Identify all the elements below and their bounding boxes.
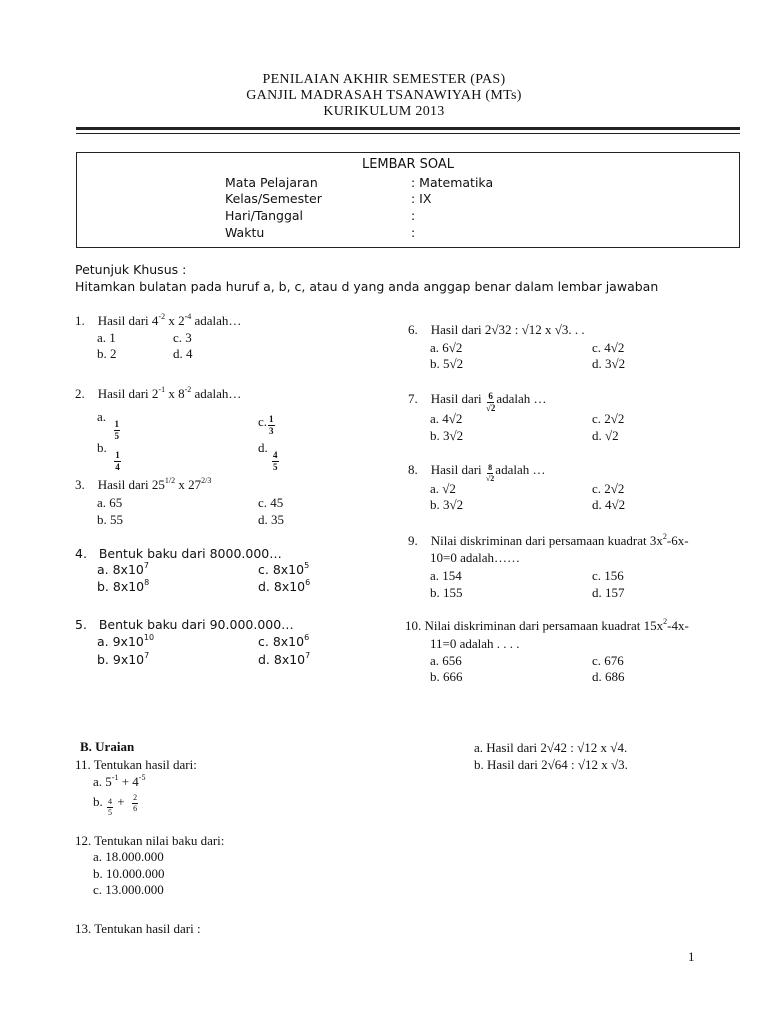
q-text: adalah … bbox=[496, 391, 547, 406]
option-a: a. 154 bbox=[430, 568, 462, 583]
exponent: -1 bbox=[111, 773, 119, 782]
q-text: adalah … bbox=[495, 462, 546, 477]
option-text: d. 8x10 bbox=[258, 652, 306, 667]
fraction bbox=[486, 464, 494, 483]
option-a bbox=[97, 634, 154, 649]
numerator: 1 bbox=[114, 419, 120, 429]
question-12: 12. Tentukan nilai baku dari: bbox=[75, 833, 225, 848]
option-text: c. 8x10 bbox=[258, 562, 305, 577]
question-number: 6. bbox=[408, 322, 418, 337]
option-d bbox=[258, 652, 310, 667]
q-text: x 27 bbox=[175, 477, 202, 492]
fraction bbox=[114, 451, 121, 472]
option-c bbox=[258, 562, 309, 577]
question-number: 2. bbox=[75, 386, 85, 401]
option-c bbox=[258, 414, 276, 436]
numerator: 1 bbox=[269, 414, 274, 424]
question-number: 10. bbox=[405, 618, 422, 633]
option-letter: d. bbox=[258, 440, 268, 455]
option-letter: b. bbox=[97, 440, 107, 455]
info-label: Kelas/Semester bbox=[225, 191, 322, 206]
option-letter: c. bbox=[258, 414, 268, 429]
exponent: 1/2 bbox=[164, 476, 176, 485]
question-9 bbox=[408, 533, 689, 549]
denominator: 4 bbox=[115, 462, 120, 472]
question-5 bbox=[75, 617, 294, 632]
denominator: 5 bbox=[114, 431, 120, 441]
q12-option-a: a. 18.000.000 bbox=[93, 849, 164, 864]
option-a: a. 6√2 bbox=[430, 340, 463, 355]
info-value: : IX bbox=[411, 191, 432, 206]
q11-option-b bbox=[93, 794, 139, 817]
option-text: d. 8x10 bbox=[258, 579, 306, 594]
exponent: -2 bbox=[184, 385, 192, 394]
exponent: 5 bbox=[304, 561, 310, 570]
q12-option-b: b. 10.000.000 bbox=[93, 866, 165, 881]
option-a: a. 1 bbox=[97, 330, 116, 345]
plus-sign: + bbox=[117, 794, 125, 809]
info-box bbox=[76, 152, 740, 248]
numerator: 4 bbox=[108, 797, 112, 806]
question-7 bbox=[408, 391, 547, 413]
option-b: b. 55 bbox=[97, 512, 123, 527]
q-text: adalah… bbox=[191, 313, 242, 328]
q11-option-a bbox=[93, 774, 145, 790]
option-d: d. √2 bbox=[592, 428, 619, 443]
option-text: b. 9x10 bbox=[97, 652, 145, 667]
option-c: c. 3 bbox=[173, 330, 192, 345]
q-text: + 4 bbox=[118, 774, 139, 789]
fraction bbox=[268, 415, 275, 436]
option-text: c. 8x10 bbox=[258, 634, 305, 649]
header-rule-thin bbox=[76, 133, 740, 134]
info-value: : Matematika bbox=[411, 175, 494, 190]
q-text: Hasil dari 2 bbox=[97, 386, 159, 401]
question-1 bbox=[75, 313, 241, 329]
option-a bbox=[97, 409, 121, 441]
header-line-3: KURIKULUM 2013 bbox=[323, 104, 445, 119]
question-number: 4. bbox=[75, 546, 87, 561]
q-text: x 8 bbox=[165, 386, 185, 401]
q-text: Hasil dari 4 bbox=[97, 313, 159, 328]
option-b bbox=[97, 579, 149, 594]
option-c bbox=[258, 634, 309, 649]
question-2 bbox=[75, 386, 241, 402]
exponent: 7 bbox=[144, 651, 150, 660]
instructions-heading: Petunjuk Khusus : bbox=[75, 262, 187, 277]
exponent: 7 bbox=[143, 561, 149, 570]
fraction bbox=[114, 420, 121, 441]
option-d: d. 157 bbox=[592, 585, 625, 600]
q-text: Hasil dari bbox=[430, 391, 482, 406]
option-d: d. 35 bbox=[258, 512, 284, 527]
option-letter: a. bbox=[97, 409, 107, 424]
q-text: Hasil dari 25 bbox=[97, 477, 165, 492]
exponent: -1 bbox=[158, 385, 166, 394]
exponent: -5 bbox=[138, 773, 146, 782]
q-text: a. 5 bbox=[93, 774, 112, 789]
info-value: : bbox=[411, 208, 416, 223]
q-text: Hasil dari 2√32 : √12 x √3. . . bbox=[430, 322, 585, 337]
q-text: x 2 bbox=[165, 313, 185, 328]
option-a bbox=[97, 562, 149, 577]
q13-option-b: b. Hasil dari 2√64 : √12 x √3. bbox=[474, 757, 628, 772]
question-number: 3. bbox=[75, 477, 85, 492]
exponent: 6 bbox=[304, 633, 310, 642]
exponent: 2 bbox=[662, 532, 667, 541]
header-line-2: GANJIL MADRASAH TSANAWIYAH (MTs) bbox=[246, 88, 522, 103]
fraction bbox=[107, 798, 113, 817]
option-text: a. 8x10 bbox=[97, 562, 144, 577]
option-a: a. 65 bbox=[97, 495, 123, 510]
section-b-heading: B. Uraian bbox=[80, 739, 135, 754]
exponent: 10 bbox=[143, 633, 155, 642]
option-c: c. 4√2 bbox=[592, 340, 625, 355]
option-b: b. 155 bbox=[430, 585, 463, 600]
question-13: 13. Tentukan hasil dari : bbox=[75, 921, 201, 936]
q-text: Nilai diskriminan dari persamaan kuadrat 3x bbox=[430, 533, 663, 548]
option-b: b. 666 bbox=[430, 669, 463, 684]
option-c: c. 2√2 bbox=[592, 481, 625, 496]
info-label: Waktu bbox=[225, 225, 265, 240]
fraction bbox=[486, 392, 495, 413]
numerator: 6 bbox=[488, 391, 493, 401]
denominator: 6 bbox=[133, 804, 138, 813]
question-number: 7. bbox=[408, 391, 418, 406]
option-d: d. 4 bbox=[173, 346, 193, 361]
numerator: 8 bbox=[488, 463, 493, 472]
question-11: 11. Tentukan hasil dari: bbox=[75, 757, 197, 772]
exponent: 6 bbox=[305, 578, 311, 587]
denominator: 3 bbox=[269, 426, 274, 436]
q-text: adalah… bbox=[191, 386, 242, 401]
option-a: a. 656 bbox=[430, 653, 462, 668]
exponent: 7 bbox=[305, 651, 311, 660]
question-10 bbox=[405, 618, 689, 634]
q-text: b. bbox=[93, 794, 103, 809]
header-rule-thick bbox=[76, 127, 740, 130]
q13-option-a: a. Hasil dari 2√42 : √12 x √4. bbox=[474, 740, 628, 755]
option-d: d. 4√2 bbox=[592, 497, 626, 512]
question-10-line-2: 11=0 adalah . . . . bbox=[430, 636, 520, 651]
question-6 bbox=[408, 322, 585, 338]
option-d: d. 686 bbox=[592, 669, 625, 684]
option-c: c. 676 bbox=[592, 653, 624, 668]
numerator: 4 bbox=[273, 450, 278, 460]
option-b: b. 2 bbox=[97, 346, 117, 361]
question-number: 8. bbox=[408, 462, 418, 477]
option-b: b. 5√2 bbox=[430, 356, 464, 371]
exponent: -4 bbox=[184, 312, 192, 321]
info-value: : bbox=[411, 225, 416, 240]
question-number: 9. bbox=[408, 533, 418, 548]
option-b bbox=[97, 652, 149, 667]
fraction bbox=[272, 451, 279, 472]
question-9-line-2: 10=0 adalah…… bbox=[430, 550, 521, 565]
page-number: 1 bbox=[688, 949, 695, 964]
option-d: d. 3√2 bbox=[592, 356, 626, 371]
exponent: -2 bbox=[158, 312, 166, 321]
q-text: -4x- bbox=[667, 618, 689, 633]
option-d bbox=[258, 440, 280, 472]
exponent: 8 bbox=[144, 578, 150, 587]
option-b: b. 3√2 bbox=[430, 428, 464, 443]
denominator: 5 bbox=[108, 808, 112, 817]
instructions-text: Hitamkan bulatan pada huruf a, b, c, atau d yang anda anggap benar dalam lembar jawaban bbox=[75, 279, 659, 294]
exponent: 2/3 bbox=[201, 476, 212, 485]
question-number: 1. bbox=[75, 313, 85, 328]
exponent: 2 bbox=[663, 617, 668, 626]
numerator: 1 bbox=[115, 450, 120, 460]
denominator: √2 bbox=[485, 474, 495, 483]
q-text: -6x- bbox=[666, 533, 689, 548]
question-8 bbox=[408, 462, 545, 483]
question-number: 5. bbox=[75, 617, 87, 632]
info-label: Hari/Tanggal bbox=[225, 208, 304, 223]
info-label: Mata Pelajaran bbox=[225, 175, 318, 190]
option-c: c. 2√2 bbox=[592, 411, 625, 426]
option-c: c. 156 bbox=[592, 568, 624, 583]
option-text: a. 9x10 bbox=[97, 634, 144, 649]
option-a: a. √2 bbox=[430, 481, 456, 496]
option-a: a. 4√2 bbox=[430, 411, 463, 426]
q-text: Hasil dari bbox=[430, 462, 482, 477]
header-line-1: PENILAIAN AKHIR SEMESTER (PAS) bbox=[262, 72, 506, 87]
option-d bbox=[258, 579, 310, 594]
option-text: b. 8x10 bbox=[97, 579, 145, 594]
question-4 bbox=[75, 546, 282, 561]
q-text: Nilai diskriminan dari persamaan kuadrat 15x bbox=[424, 618, 664, 633]
info-box-title: LEMBAR SOAL bbox=[361, 157, 455, 172]
fraction bbox=[132, 794, 138, 813]
option-c: c. 45 bbox=[258, 495, 284, 510]
q-text: Bentuk baku dari 8000.000… bbox=[98, 546, 282, 561]
denominator: √2 bbox=[485, 403, 496, 413]
q-text: Bentuk baku dari 90.000.000… bbox=[98, 617, 294, 632]
option-b: b. 3√2 bbox=[430, 497, 464, 512]
denominator: 5 bbox=[273, 462, 278, 472]
question-3 bbox=[75, 477, 211, 493]
q12-option-c: c. 13.000.000 bbox=[93, 882, 164, 897]
numerator: 2 bbox=[133, 793, 138, 802]
option-b bbox=[97, 440, 122, 472]
